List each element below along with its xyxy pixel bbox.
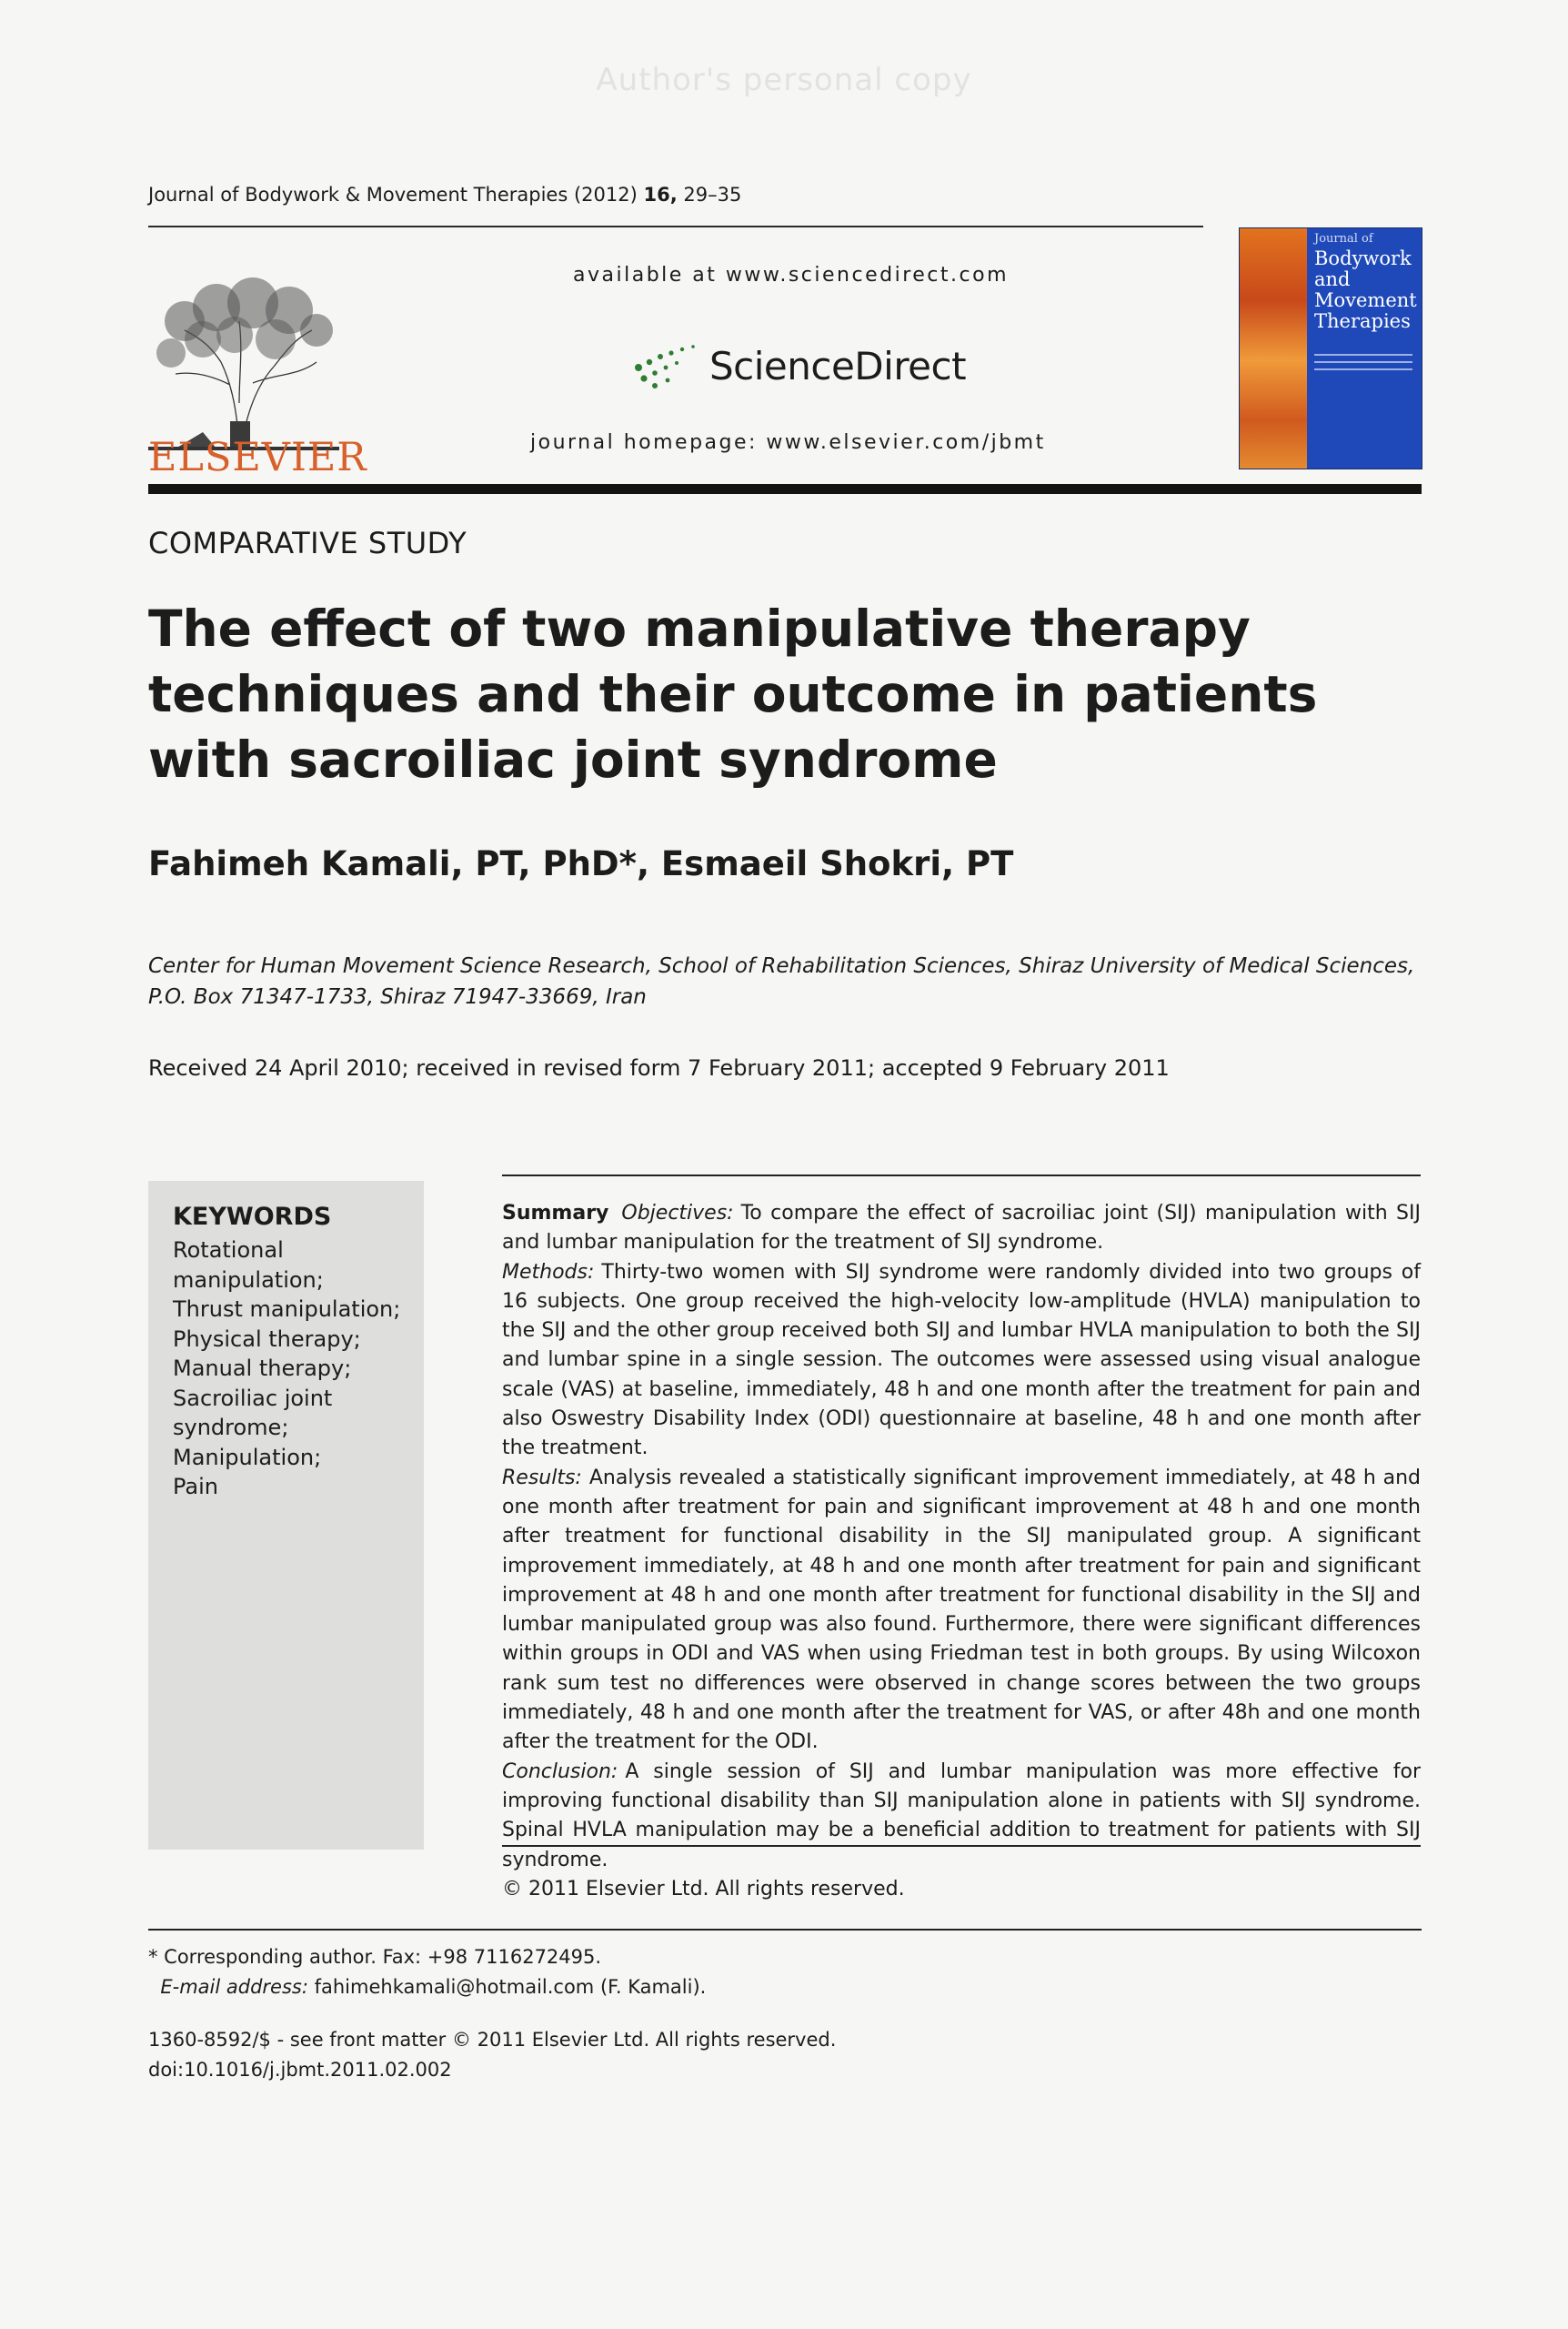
cover-title-line: and [1314, 268, 1351, 290]
keyword-item: Manual therapy; [173, 1356, 352, 1381]
sciencedirect-icon [628, 338, 706, 393]
abstract [502, 1199, 1421, 1904]
methods-heading: Methods: [502, 1260, 595, 1284]
available-at: available at www.sciencedirect.com [573, 264, 1010, 287]
journal-volume: 16, [643, 184, 678, 206]
cover-title [1314, 248, 1417, 332]
elsevier-logo-text: ELSEVIER [148, 435, 367, 480]
cover-title-line: Therapies [1314, 310, 1411, 332]
email-line [148, 1972, 706, 2002]
keyword-item: Rotational manipulation; [173, 1237, 324, 1293]
conclusion-text: A single session of SIJ and lumbar manipulation was more effective for improving functional disability than SIJ manipulation alone in patients with SIJ syndrome. Spinal HVLA manipulation may be a beneficial addition to treatment for patients with SIJ syndrome. [502, 1759, 1421, 1871]
keywords-list [173, 1235, 418, 1502]
abstract-conclusion [502, 1758, 1421, 1875]
keyword-item: Pain [173, 1474, 218, 1499]
keyword-item: Manipulation; [173, 1444, 322, 1470]
objectives-text: To compare the effect of sacroiliac joint (SIJ) manipulation with SIJ and lumbar manipulation for the treatment of SIJ syndrome. [502, 1202, 1421, 1255]
conclusion-heading: Conclusion: [502, 1759, 618, 1783]
abstract-results [502, 1464, 1421, 1758]
keywords-heading: KEYWORDS [173, 1203, 332, 1231]
journal-pages: 29–35 [683, 184, 742, 206]
footnote-rule [148, 1929, 1422, 1931]
author-affiliation: Center for Human Movement Science Research, School of Rehabilitation Sciences, Shiraz University of Medical Sciences, P.O. Box 71347-1733, Shiraz 71947-33669, Iran [148, 954, 1415, 1009]
cover-fine-print [1314, 354, 1412, 376]
abstract-lead: Summary [502, 1202, 609, 1225]
article-authors: Fahimeh Kamali, PT, PhD*, Esmaeil Shokri, PT [148, 844, 1014, 883]
email-label: E-mail address: [160, 1976, 308, 1998]
abstract-top-rule [502, 1175, 1421, 1176]
keyword-item: Physical therapy; [173, 1326, 361, 1352]
cover-title-line: Movement [1314, 289, 1417, 311]
sciencedirect-label: ScienceDirect [709, 344, 967, 388]
journal-citation [148, 184, 741, 206]
abstract-objectives [502, 1199, 1421, 1258]
journal-homepage: journal homepage: www.elsevier.com/jbmt [530, 431, 1046, 454]
cover-title-line: Bodywork [1314, 247, 1412, 269]
corresponding-author: * Corresponding author. Fax: +98 7116272495. [148, 1946, 602, 1968]
methods-text: Thirty-two women with SIJ syndrome were randomly divided into two groups of 16 subjects. One group received the high-velocity low-amplitude (HVLA) manipulation to the SIJ and the other group received both SIJ and lumbar HVLA manipulation to both the SIJ and lumbar spine in a single session. The outcomes were assessed using visual analogue scale (VAS) at baseline, immediately, 48 h and one month after the treatment for pain and also Oswestry Disability Index (ODI) questionnaire at baseline, 48 h and one month after the treatment. [502, 1260, 1421, 1460]
issn-block [148, 2025, 836, 2085]
keyword-item: Sacroiliac joint syndrome; [173, 1385, 333, 1440]
results-text: Analysis revealed a statistically significant improvement immediately, at 48 h and one month after treatment for pain and significant improvement at 48 h and one month after treatment for functional disability in the SIJ manipulated group. A significant improvement immediately, at 48 h and one month after treatment for pain and significant improvement at 48 h and one month after treatment for functional disability in the SIJ and lumbar manipulated group was also found. Furthermore, there were significant differences within groups in ODI and VAS when using Friedman test in both groups. By using Wilcoxon rank sum test no differences were observed in change scores between the two groups immediately, 48 h and one month after the treatment for VAS, or after 48h and one month after the treatment for the ODI. [502, 1466, 1421, 1754]
keyword-item: Thrust manipulation; [173, 1296, 401, 1322]
header-rule [148, 226, 1203, 227]
doi-line[interactable]: doi:10.1016/j.jbmt.2011.02.002 [148, 2059, 452, 2081]
cover-image-strip [1240, 228, 1307, 469]
cover-small-text: Journal of [1314, 232, 1373, 246]
abstract-bottom-rule [502, 1845, 1421, 1847]
results-heading: Results: [502, 1466, 582, 1489]
received-dates: Received 24 April 2010; received in revised form 7 February 2011; accepted 9 February 2011 [148, 1055, 1170, 1081]
journal-name: Journal of Bodywork & Movement Therapies (2012) [148, 184, 638, 206]
article-type: COMPARATIVE STUDY [148, 526, 467, 560]
issn-line: 1360-8592/$ - see front matter © 2011 Elsevier Ltd. All rights reserved. [148, 2029, 837, 2051]
corresponding-footnote [148, 1942, 706, 2002]
watermark: Author's personal copy [596, 62, 972, 98]
objectives-heading: Objectives: [621, 1202, 734, 1225]
email-address[interactable]: fahimehkamali@hotmail.com (F. Kamali). [314, 1976, 707, 1998]
article-title: The effect of two manipulative therapy techniques and their outcome in patients with sacroiliac joint syndrome [148, 600, 1318, 789]
abstract-copyright: © 2011 Elsevier Ltd. All rights reserved. [502, 1877, 905, 1901]
journal-cover-thumbnail [1239, 227, 1422, 469]
header-thick-rule [148, 484, 1422, 494]
abstract-methods [502, 1258, 1421, 1464]
